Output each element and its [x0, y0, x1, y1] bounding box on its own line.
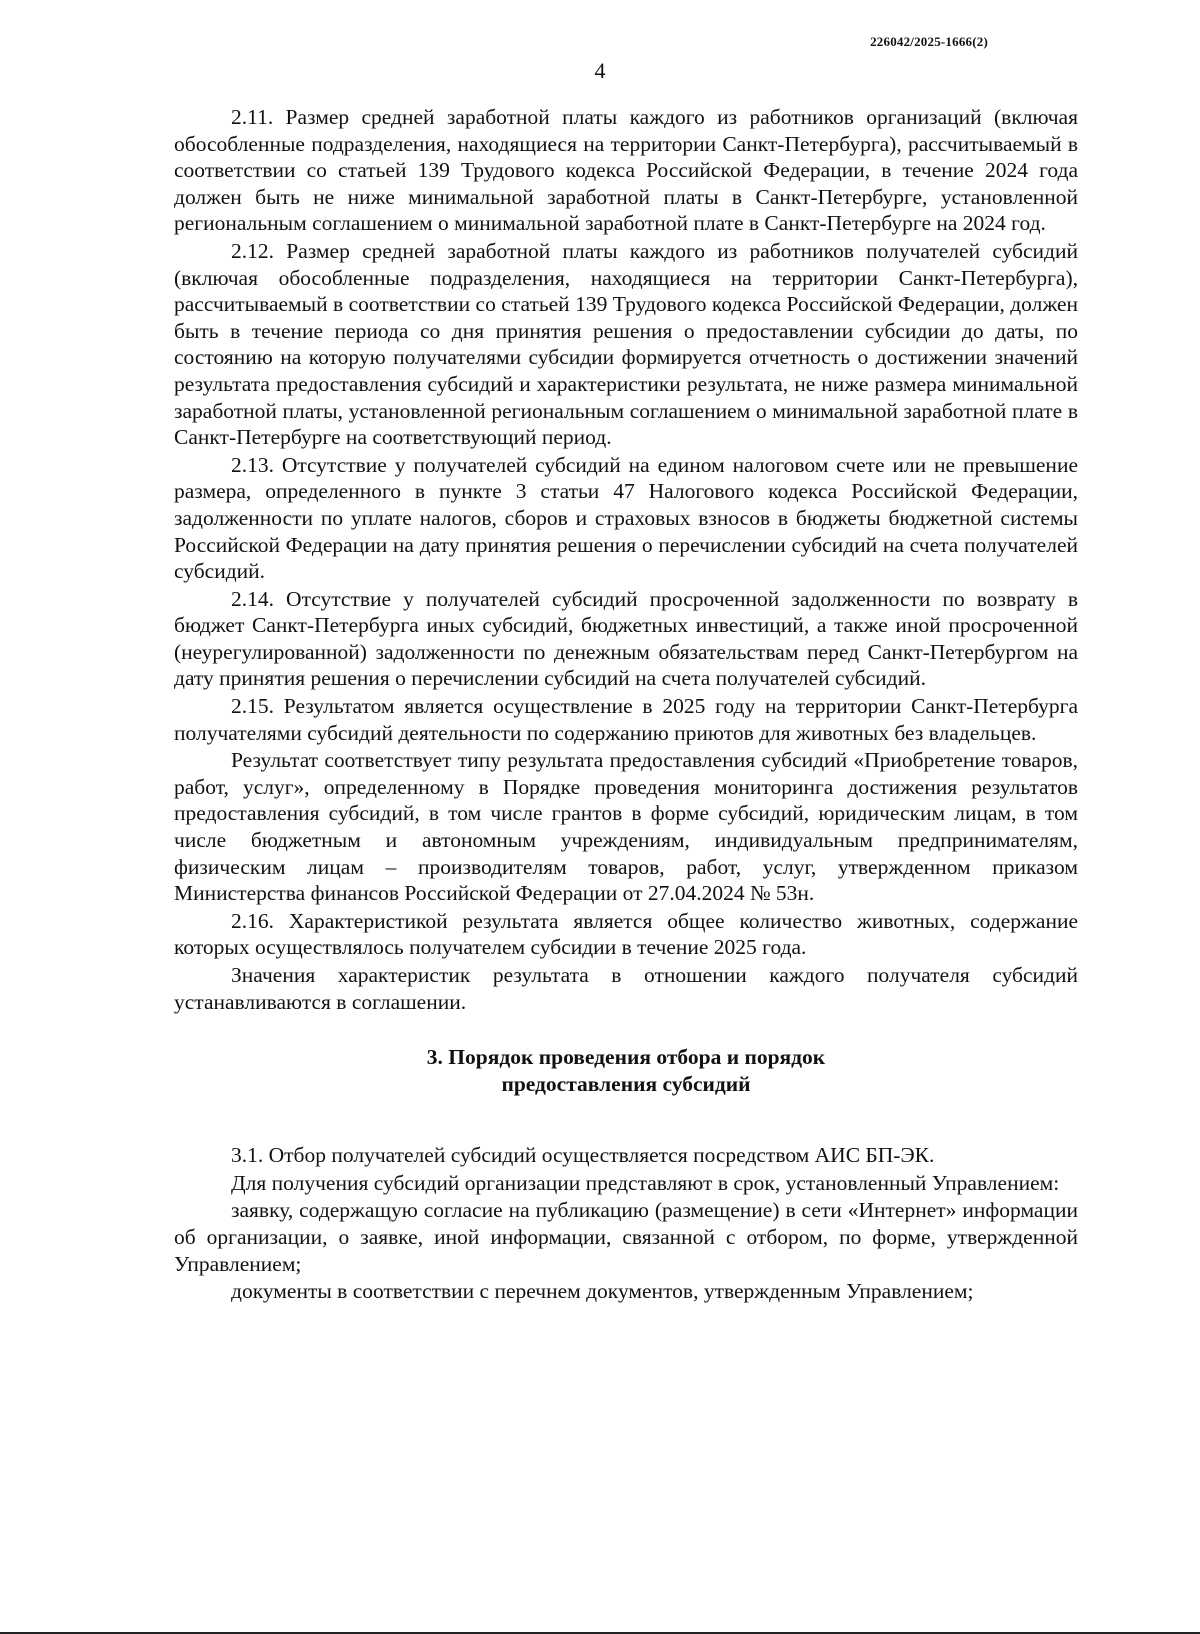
- page-number: 4: [594, 58, 606, 83]
- paragraph-application: заявку, содержащую согласие на публикацию (размещение) в сети «Интернет» информации об организации, о заявке, иной информации, связанной с отбором, по форме, утвержденной Управлением;: [174, 1198, 1078, 1276]
- paragraph-2-12: 2.12. Размер средней заработной платы каждого из работников получателей субсидий (включая обособленные подразделения, находящиеся на территории Санкт-Петербурга), рассчитываемый в соответствии со статьей 139 Трудового кодекса Российской Федерации, должен быть в течение периода со дня принятия решения о предоставлении субсидии до даты, по состоянию на которую получателями субсидии формируется отчетность о достижении значений результата предоставления субсидий и характеристики результата, не ниже размера минимальной заработной платы, установленной региональным соглашением о минимальной заработной плате в Санкт-Петербурге на соответствующий период.: [174, 238, 1078, 450]
- section-heading-line-2: предоставления субсидий: [501, 1072, 751, 1097]
- paragraph-submission-intro: Для получения субсидий организации представляют в срок, установленный Управлением:: [231, 1170, 1060, 1195]
- paragraph-documents: документы в соответствии с перечнем документов, утвержденным Управлением;: [231, 1279, 974, 1304]
- document-body: [174, 104, 1078, 1305]
- document-number: 226042/2025-1666(2): [870, 34, 988, 49]
- paragraph-2-11: 2.11. Размер средней заработной платы каждого из работников организаций (включая обособленные подразделения, находящиеся на территории Санкт-Петербурга), рассчитываемый в соответствии со статьей 139 Трудового кодекса Российской Федерации, в течение 2024 года должен быть не ниже минимальной заработной платы в Санкт-Петербурге, установленной региональным соглашением о минимальной заработной плате в Санкт-Петербурге на 2024 год.: [174, 105, 1078, 236]
- paragraph-2-15: 2.15. Результатом является осуществление в 2025 году на территории Санкт-Петербурга получателями субсидий деятельности по содержанию приютов для животных без владельцев.: [174, 694, 1078, 745]
- paragraph-2-14: 2.14. Отсутствие у получателей субсидий просроченной задолженности по возврату в бюджет Санкт-Петербурга иных субсидий, бюджетных инвестиций, а также иной просроченной (неурегулированной) задолженности по денежным обязательствам перед Санкт-Петербургом на дату принятия решения о перечислении субсидий на счета получателей субсидий.: [174, 586, 1078, 691]
- paragraph-result-type: Результат соответствует типу результата предоставления субсидий «Приобретение товаров, работ, услуг», определенному в Порядке проведения мониторинга достижения результатов предоставления субсидий, в том числе грантов в форме субсидий, юридическим лицам, в том числе бюджетным и автономным учреждениям, индивидуальным предпринимателям, физическим лицам – производителям товаров, работ, услуг, утвержденном приказом Министерства финансов Российской Федерации от 27.04.2024 № 53н.: [174, 748, 1078, 906]
- paragraph-2-13: 2.13. Отсутствие у получателей субсидий на едином налоговом счете или не превышение размера, определенного в пункте 3 статьи 47 Налогового кодекса Российской Федерации, задолженности по уплате налогов, сборов и страховых взносов в бюджеты бюджетной системы Российской Федерации на дату принятия решения о перечислении субсидий на счета получателей субсидий.: [174, 452, 1078, 584]
- paragraph-characteristic-values: Значения характеристик результата в отношении каждого получателя субсидий устанавливаются в соглашении.: [174, 963, 1078, 1014]
- paragraph-2-16: 2.16. Характеристикой результата является общее количество животных, содержание которых осуществлялось получателем субсидии в течение 2025 года.: [174, 908, 1078, 960]
- paragraph-3-1: 3.1. Отбор получателей субсидий осуществляется посредством АИС БП-ЭК.: [231, 1143, 935, 1168]
- section-3-heading: [174, 1044, 1078, 1098]
- section-heading-line-1: 3. Порядок проведения отбора и порядок: [426, 1045, 826, 1070]
